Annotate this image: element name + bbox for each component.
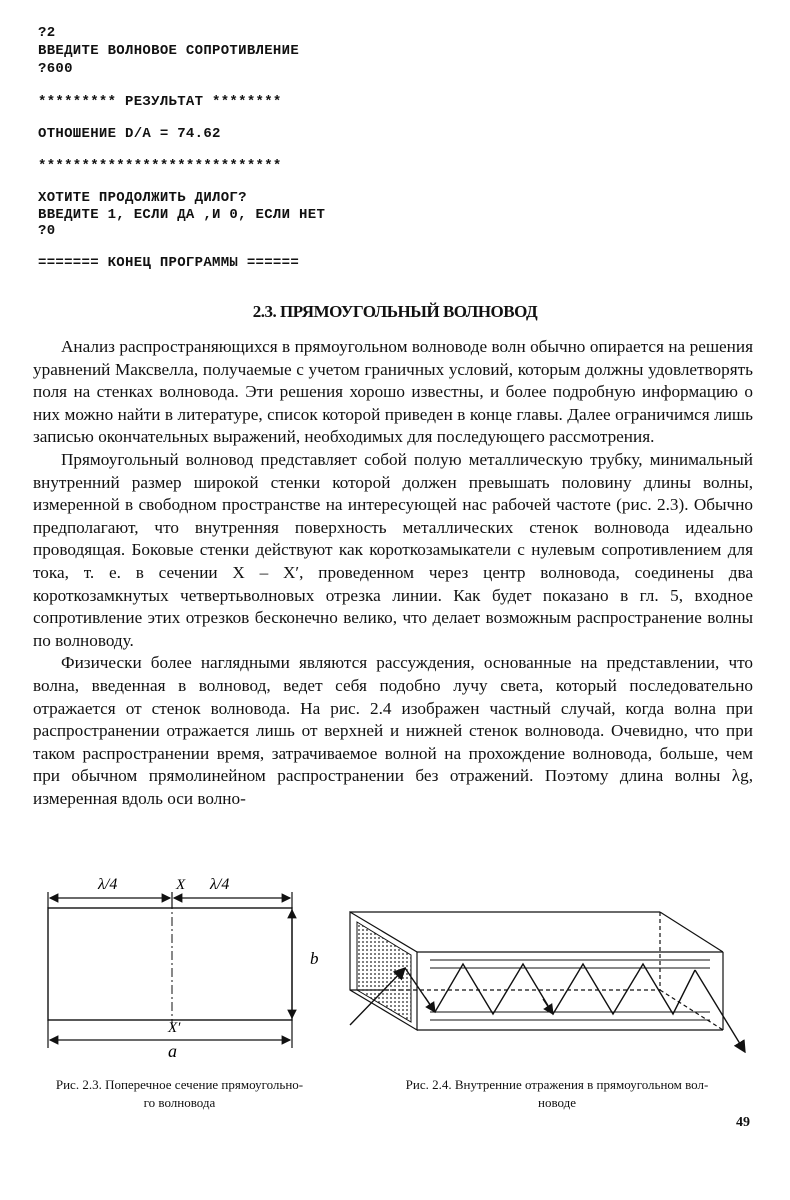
console-line-1: ?2: [38, 25, 56, 41]
figure-2-3-caption: [22, 1076, 337, 1112]
console-line-11: ХОТИТЕ ПРОДОЛЖИТЬ ДИЛОГ?: [38, 190, 247, 206]
label-b: b: [310, 949, 319, 968]
console-line-5: ********* РЕЗУЛЬТАТ ********: [38, 94, 282, 110]
label-x: X: [176, 877, 186, 893]
body-text: [33, 336, 753, 810]
console-line-2: ВВЕДИТЕ ВОЛНОВОЕ СОПРОТИВЛЕНИЕ: [38, 43, 300, 59]
paragraph-2: Прямоугольный волновод представляет собой полую металлическую трубку, минимальный внутренний размер широкой стенки которой должен превышать половину длины волны, измеренной в свободном пространстве на интересующей нас рабочей частоте (рис. 2.3). Обычно предполагают, что внутренняя поверхность металлических стенок волновода идеально проводящая. Боковые стенки действуют как короткозамыкатели с нулевым сопротивлением для тока, т. е. в сечении X – X′, проведенном через центр волновода, соединены два короткозамкнутых четвертьволновых отрезка линии. Как будет показано в гл. 5, входное сопротивление этих отрезков бесконечно велико, что делает возможным распространение волны по волноводу.: [33, 449, 753, 650]
console-line-7: ОТНОШЕНИЕ D/A = 74.62: [38, 126, 221, 142]
console-line-12: ВВЕДИТЕ 1, ЕСЛИ ДА ,И 0, ЕСЛИ НЕТ: [38, 207, 326, 223]
console-line-9: ****************************: [38, 158, 282, 174]
figure-2-4-caption-line-2: новоде: [537, 1095, 577, 1110]
console-line-13: ?0: [38, 223, 56, 239]
section-title: 2.3. ПРЯМОУГОЛЬНЫЙ ВОЛНОВОД: [252, 302, 538, 321]
figure-2-3-diagram: [30, 870, 340, 1065]
figure-2-3-caption-line-2: го волновода: [143, 1095, 216, 1110]
console-line-3: ?600: [38, 61, 73, 77]
outgoing-ray: [695, 970, 745, 1052]
paragraph-1: Анализ распространяющихся в прямоугольном волноводе волн обычно опирается на решения уравнений Максвелла, получаемые с учетом граничных условий, которым должны удовлетворять поля на стенках волновода. Эти решения хорошо известны, и более подробную информацию о них можно найти в литературе, список которой приведен в конце главы. Далее ограничимся лишь записью окончательных выражений, необходимых для последующего рассмотрения.: [33, 337, 753, 447]
reflecting-ray: [405, 964, 695, 1014]
page-number: 49: [736, 1115, 750, 1130]
label-lambda-quarter-right: λ/4: [210, 876, 230, 893]
figure-2-4-caption-line-1: Рис. 2.4. Внутренние отражения в прямоугольном вол-: [405, 1077, 709, 1092]
figure-2-3-caption-line-1: Рис. 2.3. Поперечное сечение прямоугольно-: [55, 1077, 304, 1092]
hatched-end-wall: [357, 922, 411, 1022]
paragraph-3: Физически более наглядными являются рассуждения, основанные на представлении, что волна, введенная в волновод, ведет себя подобно лучу света, который последовательно отражается от стенок волновода. На рис. 2.4 изображен частный случай, когда волна при распространении отражается лишь от верхней и нижней стенок волновода. Очевидно, что при таком распространении время, затрачиваемое волной на прохождение волновода, больше, чем при обычном прямолинейном распространении без отражений. Поэтому длина волны λg, измеренная вдоль оси волно-: [33, 653, 753, 808]
label-a: a: [168, 1041, 177, 1061]
figure-2-4-caption: [362, 1076, 752, 1112]
figure-2-4-diagram: [345, 900, 765, 1065]
label-x-prime: X′: [168, 1020, 181, 1036]
console-line-15: ======= КОНЕЦ ПРОГРАММЫ ======: [38, 255, 300, 271]
label-lambda-quarter-left: λ/4: [98, 876, 118, 893]
waveguide-cross-section: [48, 908, 292, 1020]
